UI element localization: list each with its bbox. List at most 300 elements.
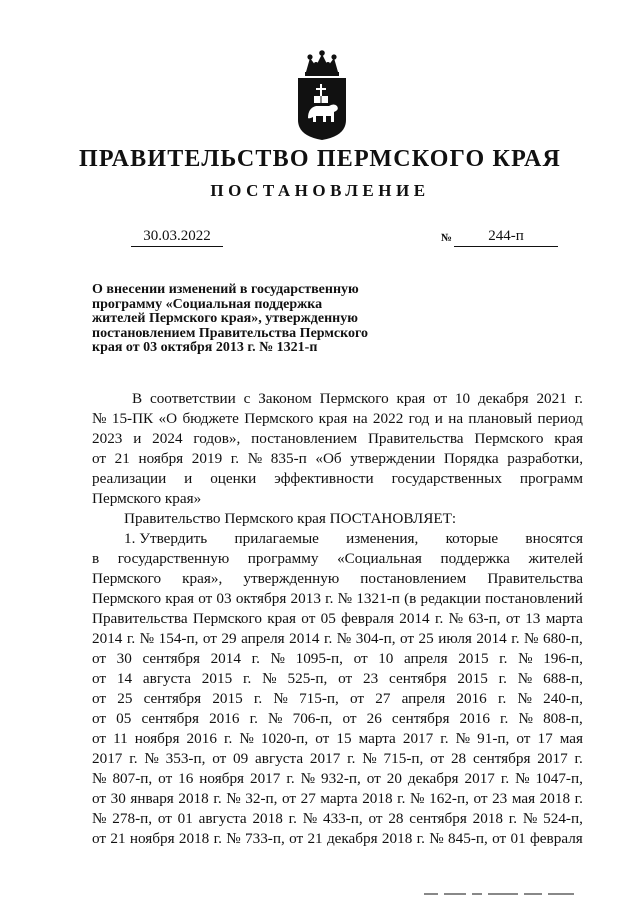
body-word: края xyxy=(318,410,348,427)
body-word: № xyxy=(429,830,444,847)
body-word: № xyxy=(267,710,283,727)
body-word: г. xyxy=(129,750,138,767)
body-word: г. xyxy=(251,650,260,667)
body-word: программу xyxy=(247,550,319,567)
body-word: от xyxy=(198,590,213,607)
body-word: 27 xyxy=(375,690,391,707)
body-word: апреля xyxy=(404,650,448,667)
body-word: № xyxy=(270,650,285,667)
body-word: 706-п, xyxy=(292,710,333,727)
body-word: края xyxy=(267,610,296,627)
body-word: № xyxy=(337,590,353,607)
body-line xyxy=(92,469,583,489)
body-word: 21 xyxy=(307,830,323,847)
body-word: от xyxy=(338,670,353,687)
document-subject xyxy=(92,283,412,356)
body-word: «Об xyxy=(315,450,342,467)
body-word: № xyxy=(226,790,241,807)
body-word: февраля xyxy=(341,610,394,627)
body-word: 26 xyxy=(366,710,382,727)
body-word: 2014 xyxy=(92,630,123,647)
body-word: 2015 xyxy=(201,670,233,687)
body-line xyxy=(92,449,583,469)
body-word: сентября xyxy=(142,650,200,667)
body-word: 835-п xyxy=(270,450,307,467)
body-word: № xyxy=(517,690,532,707)
body-word: 28 xyxy=(450,750,467,767)
body-word: края xyxy=(165,590,194,607)
body-word: 2018 xyxy=(539,790,571,807)
body-word: Пермского края» xyxy=(92,490,202,507)
body-line xyxy=(92,569,583,589)
body-line xyxy=(92,709,583,729)
body-word: 240-п, xyxy=(543,690,583,707)
body-word: 2017 xyxy=(537,750,568,767)
body-word: оценки xyxy=(210,470,257,487)
body-word: с xyxy=(243,390,251,407)
body-word: 1020-п, xyxy=(260,730,309,747)
body-word: г. xyxy=(126,630,136,647)
body-word: мая xyxy=(511,790,536,807)
body-word: г. xyxy=(324,630,333,647)
subject-line: программу «Социальная поддержка xyxy=(92,296,323,312)
body-word: от xyxy=(157,810,172,827)
body-word: от xyxy=(353,650,368,667)
body-word: края xyxy=(554,430,583,447)
body-word: 30 xyxy=(116,650,132,667)
body-word: 524-п, xyxy=(543,810,583,827)
body-word: № xyxy=(273,690,288,707)
body-word: утвержденную xyxy=(243,570,340,587)
body-word: вносятся xyxy=(525,530,583,547)
body-word: 807-п, xyxy=(112,770,153,787)
body-word: 2022 xyxy=(372,410,404,427)
body-word: программ xyxy=(519,470,583,487)
perm-krai-coat-of-arms-icon xyxy=(296,50,348,142)
body-word: г. xyxy=(511,630,520,647)
subject-line: края от 03 октября 2013 г. № 1321-п xyxy=(92,340,318,355)
body-word: от xyxy=(368,810,383,827)
body-word: г. xyxy=(434,610,444,627)
body-line xyxy=(92,829,583,849)
body-word: от xyxy=(492,830,507,847)
body-word: г. xyxy=(286,770,295,787)
body-word: Правительство Пермского края ПОСТАНОВЛЯЕТ: xyxy=(124,510,457,527)
body-line xyxy=(92,489,583,509)
body-word: 2014 xyxy=(476,630,507,647)
body-word: 2021 xyxy=(536,390,567,407)
body-word: 17 xyxy=(537,730,553,747)
body-word: Законом xyxy=(258,390,312,407)
body-word: 2014 xyxy=(210,650,241,667)
body-word: 91-п, xyxy=(477,730,510,747)
body-word: января xyxy=(130,790,174,807)
body-word: годов», xyxy=(193,430,241,447)
document-body xyxy=(92,389,583,849)
body-word: на xyxy=(448,410,464,427)
body-word: период xyxy=(537,410,583,427)
body-line xyxy=(92,749,583,769)
body-word: июля xyxy=(438,630,472,647)
body-line xyxy=(92,689,583,709)
body-word: Пермского xyxy=(319,390,389,407)
body-word: от xyxy=(92,710,107,727)
body-word: г. xyxy=(223,730,233,747)
body-word: от xyxy=(92,690,107,707)
body-word: № xyxy=(302,810,318,827)
body-word: г. xyxy=(574,750,583,767)
body-line xyxy=(92,409,583,429)
body-word: 01 xyxy=(510,830,526,847)
body-word: 16 xyxy=(178,770,194,787)
body-word: г. xyxy=(500,710,509,727)
subject-line: постановлением Правительства Пермского xyxy=(92,325,368,341)
body-word: № xyxy=(518,710,533,727)
body-word: Правительства xyxy=(367,430,464,447)
body-word: постановлений xyxy=(485,590,583,607)
body-word: 2016 xyxy=(459,710,490,727)
body-line xyxy=(92,389,583,409)
body-word: В xyxy=(132,390,143,407)
body-word: г. xyxy=(347,750,356,767)
body-word: от xyxy=(301,610,316,627)
body-word: г. xyxy=(288,810,297,827)
scan-artifacts xyxy=(424,893,594,897)
body-line xyxy=(92,809,583,829)
body-word: г. xyxy=(497,690,507,707)
body-word: от xyxy=(92,830,107,847)
body-word: № xyxy=(524,630,539,647)
body-word: от xyxy=(92,790,107,807)
body-word: Порядка xyxy=(443,450,499,467)
body-word: год xyxy=(408,410,430,427)
body-word: от xyxy=(433,390,448,407)
body-word: апреля xyxy=(401,690,446,707)
body-word: 2014 xyxy=(289,630,320,647)
body-word: от xyxy=(92,670,107,687)
body-word: 09 xyxy=(233,750,249,767)
body-word: разработки, xyxy=(507,450,583,467)
body-word: 2013 xyxy=(290,590,321,607)
body-word: реализации xyxy=(92,470,167,487)
body-word: от xyxy=(202,630,217,647)
body-word: 13 xyxy=(525,610,541,627)
body-word: № xyxy=(144,750,159,767)
body-word: в xyxy=(92,550,100,567)
body-line xyxy=(92,789,583,809)
body-word: 715-п, xyxy=(383,750,424,767)
body-word: № xyxy=(517,670,533,687)
body-word: ноября xyxy=(138,450,184,467)
body-word: 05 xyxy=(116,710,132,727)
body-word: 23 xyxy=(492,790,508,807)
body-word: государственных xyxy=(391,470,502,487)
body-word: № xyxy=(300,770,316,787)
body-word: 2018 xyxy=(362,790,393,807)
body-word: 05 xyxy=(320,610,336,627)
body-word: мая xyxy=(559,730,583,747)
body-word: 680-п, xyxy=(543,630,583,647)
body-word: № xyxy=(455,730,471,747)
body-word: № xyxy=(92,810,107,827)
body-word: № xyxy=(410,790,425,807)
body-word: 304-п, xyxy=(355,630,396,647)
body-line xyxy=(92,549,583,569)
body-word: редакции xyxy=(420,590,481,607)
body-word: г. xyxy=(508,810,518,827)
body-word: 2014 xyxy=(399,610,430,627)
body-line xyxy=(92,509,583,529)
body-word: от xyxy=(315,730,330,747)
body-word: ноября xyxy=(134,730,180,747)
body-word: от xyxy=(366,770,381,787)
body-word: г. xyxy=(499,650,508,667)
body-word: постановлением xyxy=(360,570,467,587)
body-word: 28 xyxy=(388,810,404,827)
body-line xyxy=(92,649,583,669)
body-word: «О xyxy=(158,410,178,427)
body-word: 353-п, xyxy=(165,750,206,767)
body-word: 688-п, xyxy=(543,670,583,687)
body-line xyxy=(92,609,583,629)
body-word: № xyxy=(239,730,254,747)
number-sign: № xyxy=(441,232,453,244)
body-word: 20 xyxy=(386,770,402,787)
body-word: г. xyxy=(253,690,263,707)
body-word: 2018 xyxy=(178,790,209,807)
government-title: ПРАВИТЕЛЬСТВО ПЕРМСКОГО КРАЯ xyxy=(78,146,562,172)
body-word: 733-п, xyxy=(245,830,285,847)
body-word: марта xyxy=(545,610,583,627)
body-line xyxy=(92,729,583,749)
body-word: 10 xyxy=(454,390,471,407)
body-word: 1321-п xyxy=(356,590,400,607)
body-word: 525-п, xyxy=(287,670,328,687)
body-word: жителей xyxy=(528,550,583,567)
body-word: г. xyxy=(213,790,222,807)
body-word: 2016 xyxy=(456,690,487,707)
body-word: Пермского xyxy=(192,610,262,627)
body-word: октября xyxy=(235,590,287,607)
body-word: № xyxy=(518,650,533,667)
body-word: г. xyxy=(230,450,240,467)
body-word: 845-п, xyxy=(448,830,488,847)
body-word: г. xyxy=(416,830,425,847)
body-word: и xyxy=(434,410,443,427)
subject-line: О внесении изменений в государственную xyxy=(92,282,359,297)
body-word: 2024 xyxy=(152,430,183,447)
body-word: 15-ПК xyxy=(111,410,154,427)
body-word: № xyxy=(139,630,155,647)
body-word: бюджете xyxy=(182,410,239,427)
body-word: от xyxy=(430,750,445,767)
body-word: г. xyxy=(500,770,510,787)
body-word: № xyxy=(226,830,241,847)
body-word: ноября xyxy=(199,770,245,787)
body-line xyxy=(92,589,583,609)
body-word: 2018 xyxy=(178,830,210,847)
body-word: 2017 xyxy=(92,750,123,767)
body-word: государственную xyxy=(117,550,230,567)
body-word: от xyxy=(342,710,357,727)
body-word: края», xyxy=(182,570,223,587)
document-date: 30.03.2022 xyxy=(131,226,223,247)
body-word: № xyxy=(92,770,107,787)
body-word: которые xyxy=(445,530,499,547)
body-line xyxy=(92,769,583,789)
body-word: г. xyxy=(574,790,583,807)
body-word: 154-п, xyxy=(158,630,199,647)
body-word: и xyxy=(133,430,142,447)
body-word: апреля xyxy=(241,630,285,647)
body-word: сентября xyxy=(389,670,447,687)
body-word: от xyxy=(158,770,173,787)
body-word: Пермского xyxy=(474,430,544,447)
body-word: г. xyxy=(397,790,406,807)
body-word: 63-п, xyxy=(468,610,501,627)
body-word: на xyxy=(352,410,368,427)
body-word: сентября xyxy=(143,690,202,707)
body-word: от xyxy=(282,790,297,807)
body-word: 25 xyxy=(117,690,133,707)
body-word: от xyxy=(516,730,531,747)
body-word: 14 xyxy=(116,670,133,687)
body-word: 21 xyxy=(114,450,130,467)
body-word: декабря xyxy=(326,830,378,847)
body-word: сентября xyxy=(141,710,199,727)
body-word: 2023 xyxy=(92,430,123,447)
body-word: поддержка xyxy=(440,550,510,567)
body-word: от xyxy=(92,450,107,467)
body-line xyxy=(92,429,583,449)
body-word: «Социальная xyxy=(337,550,422,567)
body-word: постановлением xyxy=(251,430,358,447)
body-word: 11 xyxy=(113,730,128,747)
body-word: соответствии xyxy=(149,390,236,407)
body-word: края xyxy=(396,390,426,407)
body-word: 2017 xyxy=(464,770,495,787)
body-word: утверждении xyxy=(350,450,436,467)
body-line xyxy=(92,669,583,689)
body-word: г. xyxy=(213,830,222,847)
body-word: 29 xyxy=(221,630,237,647)
body-word: от xyxy=(473,790,488,807)
body-word: от xyxy=(505,610,520,627)
document-number: 244-п xyxy=(454,226,558,247)
body-word: прилагаемые xyxy=(234,530,319,547)
body-word: 932-п, xyxy=(321,770,361,787)
body-word: № xyxy=(515,770,530,787)
body-word: 196-п, xyxy=(543,650,583,667)
body-word: 03 xyxy=(216,590,232,607)
body-word: 2018 xyxy=(252,810,283,827)
body-word: 2016 xyxy=(186,730,217,747)
subject-line: жителей Пермского края», утвержденную xyxy=(92,311,358,326)
body-word: от xyxy=(92,730,107,747)
body-word: февраля xyxy=(529,830,583,847)
body-word: 2019 xyxy=(191,450,223,467)
body-word: от xyxy=(350,690,365,707)
body-line xyxy=(92,629,583,649)
body-word: № xyxy=(336,630,352,647)
body-word: марта xyxy=(358,730,396,747)
body-word: августа xyxy=(142,670,191,687)
body-word: 01 xyxy=(177,810,193,827)
body-word: сентября xyxy=(391,710,450,727)
body-word: 715-п, xyxy=(299,690,339,707)
body-word: 30 xyxy=(110,790,126,807)
body-word: сентября xyxy=(409,810,467,827)
body-word: 21 xyxy=(110,830,126,847)
body-word: г. xyxy=(574,390,583,407)
body-word: Правительства xyxy=(92,610,188,627)
body-word: декабря xyxy=(407,770,459,787)
body-word: 1047-п, xyxy=(535,770,583,787)
body-word: 1. Утвердить xyxy=(124,530,208,547)
body-word: № xyxy=(247,450,263,467)
body-word: Пермского xyxy=(92,590,162,607)
body-word: 15 xyxy=(336,730,352,747)
body-word: г. xyxy=(243,670,252,687)
body-word: 1095-п, xyxy=(295,650,343,667)
body-word: сентября xyxy=(472,750,531,767)
body-word: 2017 xyxy=(309,750,341,767)
body-word: августа xyxy=(255,750,304,767)
body-word: г. xyxy=(325,590,334,607)
body-word: августа xyxy=(198,810,247,827)
body-word: г. xyxy=(440,730,449,747)
body-word: ноября xyxy=(129,830,175,847)
body-word: 2015 xyxy=(458,650,489,667)
body-word: № xyxy=(92,410,107,427)
body-word: от xyxy=(92,650,107,667)
body-line xyxy=(92,529,583,549)
body-word: 278-п, xyxy=(112,810,153,827)
body-word: 23 xyxy=(363,670,379,687)
body-word: 2017 xyxy=(249,770,281,787)
body-word: (в xyxy=(404,590,417,607)
body-word: 162-п, xyxy=(429,790,469,807)
body-word: изменения, xyxy=(346,530,419,547)
body-word: и xyxy=(184,470,193,487)
body-word: 2015 xyxy=(457,670,488,687)
body-word: Правительства xyxy=(487,570,583,587)
body-word: Пермского xyxy=(244,410,314,427)
body-word: 10 xyxy=(378,650,394,667)
body-word: декабря xyxy=(477,390,529,407)
body-word: 2015 xyxy=(212,690,243,707)
body-word: 25 xyxy=(418,630,434,647)
body-word: № xyxy=(448,610,464,627)
body-word: № xyxy=(362,750,377,767)
body-word: № xyxy=(262,670,277,687)
document-type: ПОСТАНОВЛЕНИЕ xyxy=(210,181,430,200)
body-word: марта xyxy=(320,790,358,807)
body-word: 808-п, xyxy=(543,710,583,727)
body-word: от xyxy=(212,750,227,767)
body-word: 2017 xyxy=(402,730,434,747)
body-word: г. xyxy=(498,670,507,687)
body-word: Пермского xyxy=(92,570,162,587)
body-word: от xyxy=(400,630,415,647)
body-word: 27 xyxy=(300,790,316,807)
body-word: г. xyxy=(249,710,258,727)
body-word: 2018 xyxy=(472,810,503,827)
body-word: 433-п, xyxy=(322,810,363,827)
body-word: 2016 xyxy=(209,710,240,727)
body-word: плановый xyxy=(468,410,533,427)
body-word: от xyxy=(289,830,304,847)
